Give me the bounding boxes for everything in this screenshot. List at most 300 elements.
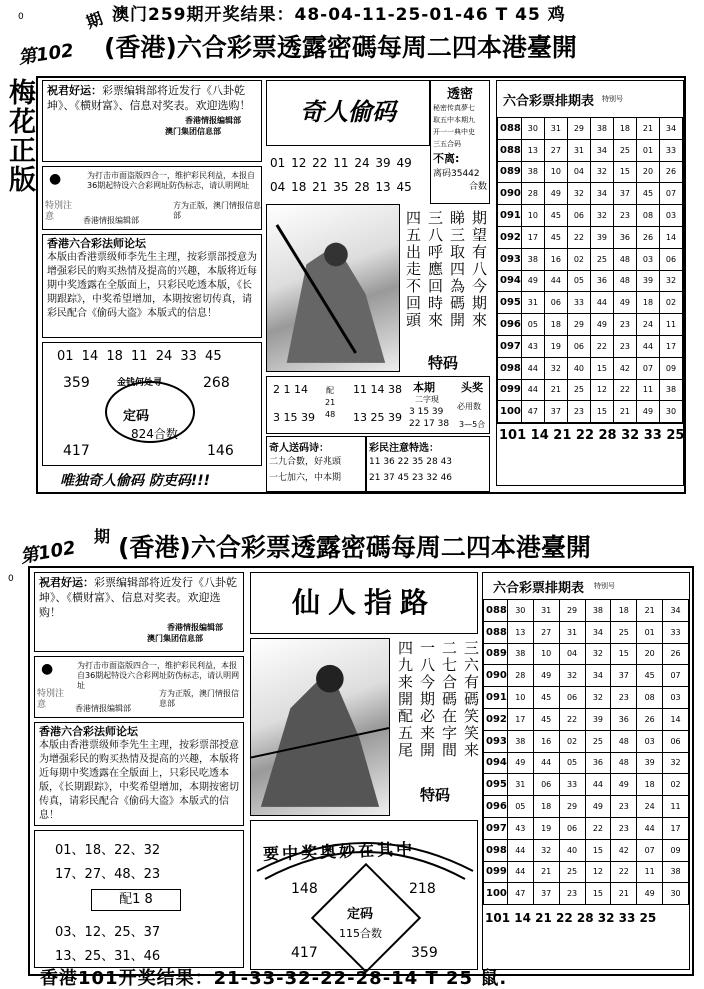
lucky-box (42, 342, 262, 466)
table-cell: 15 (611, 643, 637, 665)
table-cell: 20 (636, 161, 659, 183)
table-cell: 02 (559, 730, 585, 752)
table-cell: 095 (498, 292, 522, 314)
bp-tj: 头奖 (461, 381, 483, 394)
table-cell: 091 (484, 687, 508, 709)
table-row (498, 270, 683, 292)
table-cell: 42 (613, 357, 636, 379)
table-cell: 45 (544, 205, 567, 227)
table-cell: 38 (663, 861, 689, 883)
secret-bu: 不离: (433, 152, 460, 165)
table-cell: 36 (585, 752, 611, 774)
table-cell: 24 (636, 314, 659, 336)
poem-line: 四五出走不回頭 (404, 210, 422, 329)
table-cell: 38 (521, 248, 544, 270)
table-cell: 47 (507, 883, 533, 905)
table-cell: 06 (567, 335, 590, 357)
table-cell: 088 (484, 621, 508, 643)
table-cell: 44 (544, 270, 567, 292)
table-cell: 22 (559, 708, 585, 730)
dept2: 澳门集团信息部 (165, 127, 221, 136)
table-cell: 090 (498, 183, 522, 205)
table-cell: 098 (484, 839, 508, 861)
table-cell: 096 (484, 796, 508, 818)
poem (402, 210, 490, 360)
nums-box (34, 830, 244, 968)
table-cell: 092 (498, 226, 522, 248)
tema: 特码 (428, 354, 459, 372)
table-cell: 45 (637, 665, 663, 687)
table-cell: 37 (611, 665, 637, 687)
table-cell: 06 (559, 817, 585, 839)
table-cell: 093 (484, 730, 508, 752)
table-cell: 34 (663, 600, 689, 622)
table-cell: 10 (521, 205, 544, 227)
table-cell: 48 (611, 730, 637, 752)
table-cell: 43 (521, 335, 544, 357)
table-cell: 22 (585, 817, 611, 839)
table-cell: 26 (663, 643, 689, 665)
bp-b: 3 15 39 (273, 411, 315, 424)
table-row (498, 161, 683, 183)
table-cell: 097 (484, 817, 508, 839)
table-cell: 18 (611, 600, 637, 622)
table-cell: 02 (567, 248, 590, 270)
table-cell: 17 (507, 708, 533, 730)
table-cell: 32 (585, 687, 611, 709)
table-cell: 31 (559, 621, 585, 643)
xr-panel (250, 572, 478, 634)
table-cell: 18 (544, 314, 567, 336)
table-cell: 097 (498, 335, 522, 357)
table-cell: 34 (590, 139, 613, 161)
table-cell: 13 (521, 139, 544, 161)
table-cell: 44 (636, 335, 659, 357)
table-cell: 21 (636, 118, 659, 140)
table-cell: 39 (636, 270, 659, 292)
table-cell: 03 (637, 730, 663, 752)
table-cell: 32 (585, 643, 611, 665)
br-num: 146 (207, 443, 234, 459)
poem-line: 二七合碼在字間 (440, 640, 458, 759)
cm-title: 彩民注意特选： (369, 443, 439, 454)
right-num: 268 (203, 375, 230, 391)
table-cell: 099 (484, 861, 508, 883)
table-cell: 33 (567, 292, 590, 314)
table-cell: 49 (636, 401, 659, 423)
table-cell: 11 (663, 796, 689, 818)
table-cell: 44 (507, 839, 533, 861)
table-cell: 28 (521, 183, 544, 205)
table-cell: 49 (585, 796, 611, 818)
table-cell: 38 (507, 643, 533, 665)
table-cell: 37 (533, 883, 559, 905)
bl-num: 417 (63, 443, 90, 459)
table-cell: 06 (663, 730, 689, 752)
greet-body: 彩票编辑部将近发行《八卦乾坤》、《横财富》、信息对奖表。欢迎选购！ (39, 576, 237, 619)
bp-c: 11 14 38 (353, 383, 402, 396)
table-cell: 23 (613, 314, 636, 336)
table-cell: 11 (659, 314, 682, 336)
table-cell: 25 (559, 861, 585, 883)
table-cell: 33 (659, 139, 682, 161)
dept2: 澳门集团信息部 (147, 634, 203, 643)
table-cell: 49 (544, 183, 567, 205)
table-row (484, 839, 689, 861)
table-cell: 19 (533, 817, 559, 839)
table-cell: 090 (484, 665, 508, 687)
bottom-result-banner: 香港101开奖结果：21-33-32-22-28-14 T 25 鼠. (40, 968, 508, 989)
table-cell: 32 (544, 357, 567, 379)
table-cell: 45 (544, 226, 567, 248)
table-cell: 31 (507, 774, 533, 796)
zero-mark: 0 (8, 574, 14, 584)
table-cell: 44 (521, 357, 544, 379)
schedule-table (496, 80, 684, 486)
dm-value: 824合数 (131, 427, 178, 441)
dm-label: 定码 (123, 409, 150, 424)
table-cell: 15 (590, 357, 613, 379)
lnum: 17、27、48、23 (55, 867, 161, 882)
secret-title: 透密 (446, 87, 473, 102)
table-cell: 39 (590, 226, 613, 248)
table-row (498, 335, 683, 357)
qr-l2: 一七加六，中本期 (269, 473, 342, 483)
notice-label: 特別注意 (45, 201, 73, 222)
lucky-nums: 01 14 18 11 24 33 45 (57, 349, 222, 364)
table-cell: 09 (663, 839, 689, 861)
poem-line: 三六有碼笑笑来 (462, 640, 480, 759)
greet-box (34, 572, 244, 652)
table-cell: 48 (613, 270, 636, 292)
notice-box (42, 166, 262, 230)
table-cell: 15 (590, 401, 613, 423)
table-cell: 32 (533, 839, 559, 861)
table-cell: 44 (533, 752, 559, 774)
warrior-illustration (250, 638, 390, 816)
greet-box (42, 80, 262, 162)
row-101: 101 14 21 22 28 32 33 25 (485, 911, 657, 926)
table-cell: 23 (567, 401, 590, 423)
table-cell: 088 (498, 139, 522, 161)
table-cell: 23 (559, 883, 585, 905)
dm-value: 115合数 (339, 927, 382, 940)
table-cell: 23 (613, 205, 636, 227)
table-cell: 100 (498, 401, 522, 423)
table-cell: 49 (533, 665, 559, 687)
issue-number: 第102 (17, 40, 75, 69)
notice-box (34, 656, 244, 718)
row-101: 101 14 21 22 28 32 33 25 (497, 423, 683, 443)
table-cell: 18 (636, 292, 659, 314)
table-cell: 09 (659, 357, 682, 379)
table-row (484, 796, 689, 818)
table-cell: 48 (613, 248, 636, 270)
table-cell: 18 (613, 118, 636, 140)
table-cell: 089 (498, 161, 522, 183)
warrior-illustration (266, 204, 400, 372)
table-cell: 05 (507, 796, 533, 818)
table-cell: 15 (613, 161, 636, 183)
table-cell: 15 (585, 883, 611, 905)
poem-line: 睇三取四為碼開 (448, 210, 466, 329)
bp-d: 13 25 39 (353, 411, 402, 424)
greet-title: 祝君好运： (47, 84, 102, 97)
table-row (498, 379, 683, 401)
schedule-grid (483, 599, 689, 905)
dbl: 417 (291, 945, 318, 961)
arc-text: 要中奖奥妙在其中 (262, 839, 416, 864)
table-cell: 44 (507, 861, 533, 883)
table-cell: 06 (559, 687, 585, 709)
table-cell: 25 (590, 248, 613, 270)
table-cell: 27 (544, 139, 567, 161)
table-row (484, 643, 689, 665)
table-cell: 10 (544, 161, 567, 183)
table-cell: 21 (613, 401, 636, 423)
table-cell: 14 (659, 226, 682, 248)
lnum: 03、12、25、37 (55, 925, 161, 940)
page-title: (香港)六合彩票透露密碼每周二四本港臺開 (118, 533, 591, 562)
forum-body: 本版由香港票级师李先生主理，按彩票部授意为增强彩民的购买热情及提高的兴趣，本版将近每期中奖透露在全版面上，只彩民吃透本版，《长期跟踪》，中奖希望增加，本期按密切传真，请彩民配合《偷码大盗》本版式的信息！ (39, 740, 239, 821)
lnum: 01、18、22、32 (55, 843, 161, 858)
table-cell: 31 (533, 600, 559, 622)
table-cell: 14 (663, 708, 689, 730)
oval-caption: 金钱何处寻 (117, 378, 163, 388)
table-cell: 05 (559, 752, 585, 774)
table-cell: 16 (544, 248, 567, 270)
dl: 148 (291, 881, 318, 897)
table-row (498, 314, 683, 336)
table-cell: 49 (521, 270, 544, 292)
table-row (484, 817, 689, 839)
table-cell: 30 (507, 600, 533, 622)
secret-line: 三五合码 (433, 140, 461, 148)
table-cell: 44 (637, 817, 663, 839)
table-cell: 32 (663, 752, 689, 774)
table-cell: 36 (611, 708, 637, 730)
table-cell: 094 (484, 752, 508, 774)
table-cell: 32 (659, 270, 682, 292)
schedule-table (482, 572, 690, 970)
table-cell: 18 (533, 796, 559, 818)
panel-title: 仙人指路 (291, 586, 436, 619)
table-cell: 22 (611, 861, 637, 883)
table-cell: 05 (567, 270, 590, 292)
cm-l1: 11 36 22 35 28 43 (369, 457, 453, 467)
bp-bq: 本期 (413, 381, 435, 394)
panel-title: 奇人偷码 (300, 98, 396, 126)
table-cell: 02 (663, 774, 689, 796)
table-cell: 06 (659, 248, 682, 270)
table-cell: 29 (559, 600, 585, 622)
table-cell: 26 (637, 708, 663, 730)
table-cell: 091 (498, 205, 522, 227)
table-cell: 17 (659, 335, 682, 357)
table-cell: 26 (659, 161, 682, 183)
table-cell: 33 (663, 621, 689, 643)
table-cell: 088 (484, 600, 508, 622)
table-cell: 34 (585, 665, 611, 687)
table-cell: 30 (659, 401, 682, 423)
row1: 01 12 22 11 24 39 49 (270, 156, 412, 170)
table-cell: 17 (663, 817, 689, 839)
lnum: 13、25、31、46 (55, 949, 161, 964)
qr-panel (266, 80, 430, 146)
secret-code: 离码35442 (433, 169, 480, 179)
table-row (498, 226, 683, 248)
table-cell: 22 (590, 335, 613, 357)
table-cell: 34 (585, 621, 611, 643)
notice-sign2: 方为正版，澳门情报信息部 (173, 201, 261, 220)
qr-poem (266, 436, 366, 492)
table-cell: 06 (567, 205, 590, 227)
table-cell: 096 (498, 314, 522, 336)
table-cell: 28 (507, 665, 533, 687)
table-cell: 44 (585, 774, 611, 796)
table-cell: 23 (613, 335, 636, 357)
table-cell: 17 (521, 226, 544, 248)
table-cell: 03 (663, 687, 689, 709)
bp-tj2: 必用数 (457, 402, 481, 411)
table-cell: 23 (611, 817, 637, 839)
issue-number: 第102 (18, 537, 78, 568)
table-cell: 095 (484, 774, 508, 796)
table-cell: 098 (498, 357, 522, 379)
tbl-title: 六合彩票排期表 (503, 93, 595, 109)
table-cell: 03 (659, 205, 682, 227)
table-cell: 49 (637, 883, 663, 905)
table-cell: 22 (567, 226, 590, 248)
table-cell: 30 (663, 883, 689, 905)
arc-box (250, 820, 478, 970)
table-cell: 45 (636, 183, 659, 205)
table-cell: 31 (567, 139, 590, 161)
table-cell: 42 (611, 839, 637, 861)
table-cell: 38 (521, 161, 544, 183)
table-row (498, 183, 683, 205)
secret-hs: 合数 (468, 182, 487, 192)
bottom-pick (266, 376, 490, 434)
table-cell: 093 (498, 248, 522, 270)
secret-line: 秘密传真夢七 (433, 104, 475, 112)
table-cell: 31 (521, 292, 544, 314)
bp-m: 配 21 48 (325, 386, 336, 419)
table-cell: 06 (544, 292, 567, 314)
table-cell: 32 (567, 183, 590, 205)
table-cell: 099 (498, 379, 522, 401)
table-header (484, 600, 689, 622)
table-cell: 32 (590, 205, 613, 227)
bomb-icon: ● (41, 661, 54, 677)
table-row (498, 139, 683, 161)
table-row (498, 248, 683, 270)
table-cell: 20 (637, 643, 663, 665)
table-row (484, 774, 689, 796)
issue-mark: 期 (83, 8, 106, 33)
table-cell: 45 (533, 708, 559, 730)
table-cell: 04 (559, 643, 585, 665)
table-cell: 49 (590, 314, 613, 336)
table-cell: 49 (611, 774, 637, 796)
table-cell: 100 (484, 883, 508, 905)
table-cell: 38 (507, 730, 533, 752)
secret-line: 取五中本期九 (433, 116, 475, 124)
table-row (498, 292, 683, 314)
table-cell: 089 (484, 643, 508, 665)
table-cell: 16 (533, 730, 559, 752)
dm-label: 定码 (347, 907, 374, 922)
dr: 218 (409, 881, 436, 897)
table-cell: 39 (585, 708, 611, 730)
table-cell: 21 (544, 379, 567, 401)
table-cell: 21 (637, 600, 663, 622)
table-cell: 08 (637, 687, 663, 709)
row2: 04 18 21 35 28 13 45 (270, 180, 412, 194)
table-cell: 39 (637, 752, 663, 774)
zero-mark: 0 (18, 12, 24, 22)
tema: 特码 (420, 786, 451, 804)
table-cell: 43 (507, 817, 533, 839)
poem-line: 三八呼應回時來 (426, 210, 444, 329)
table-cell: 32 (559, 665, 585, 687)
secret-line: 开一一典中史 (433, 128, 475, 136)
table-cell: 34 (659, 118, 682, 140)
table-cell: 10 (533, 643, 559, 665)
table-cell: 25 (585, 730, 611, 752)
table-row (498, 205, 683, 227)
forum-title: 香港六合彩法师论坛 (39, 725, 138, 738)
table-cell: 01 (637, 621, 663, 643)
table-cell: 07 (659, 183, 682, 205)
bp-bq2: 二字現 (415, 395, 439, 404)
poem (394, 640, 482, 780)
table-cell: 08 (636, 205, 659, 227)
table-cell: 49 (507, 752, 533, 774)
table-cell: 094 (498, 270, 522, 292)
table-cell: 21 (533, 861, 559, 883)
notice-body: 为打击市面盗版四合一，维护彩民利益，本报自36期起特设六合彩网址防伪标志，请认明网址 (87, 171, 255, 190)
table-cell: 44 (590, 292, 613, 314)
table-cell: 24 (637, 796, 663, 818)
bp-bq3: 3 15 39 (409, 407, 444, 417)
greet-body: 彩票编辑部将近发行《八卦乾坤》、《横财富》、信息对奖表。欢迎选购！ (47, 84, 251, 112)
table-row (484, 861, 689, 883)
dept1: 香港情报编辑部 (167, 623, 223, 632)
table-row (484, 621, 689, 643)
notice-label: 特別注意 (37, 689, 65, 710)
table-row (498, 357, 683, 379)
table-cell: 13 (507, 621, 533, 643)
table-cell: 38 (585, 600, 611, 622)
poem-line: 一八今期必来開 (418, 640, 436, 759)
table-cell: 06 (533, 774, 559, 796)
table-cell: 36 (613, 226, 636, 248)
table-cell: 19 (544, 335, 567, 357)
schedule-grid (497, 117, 683, 423)
table-row (484, 708, 689, 730)
table-cell: 31 (544, 118, 567, 140)
table-cell: 32 (590, 161, 613, 183)
left-num: 359 (63, 375, 90, 391)
table-cell: 12 (590, 379, 613, 401)
tbl-title: 六合彩票排期表 (493, 580, 585, 596)
table-cell: 12 (585, 861, 611, 883)
table-cell: 21 (611, 883, 637, 905)
table-cell: 11 (637, 861, 663, 883)
qr-l1: 二九合數，好兆頭 (269, 457, 342, 467)
notice-body: 为打击市面盗版四合一，维护彩民利益，本报自36期起特设六合彩网址防伪标志，请认明网址 (77, 661, 240, 690)
